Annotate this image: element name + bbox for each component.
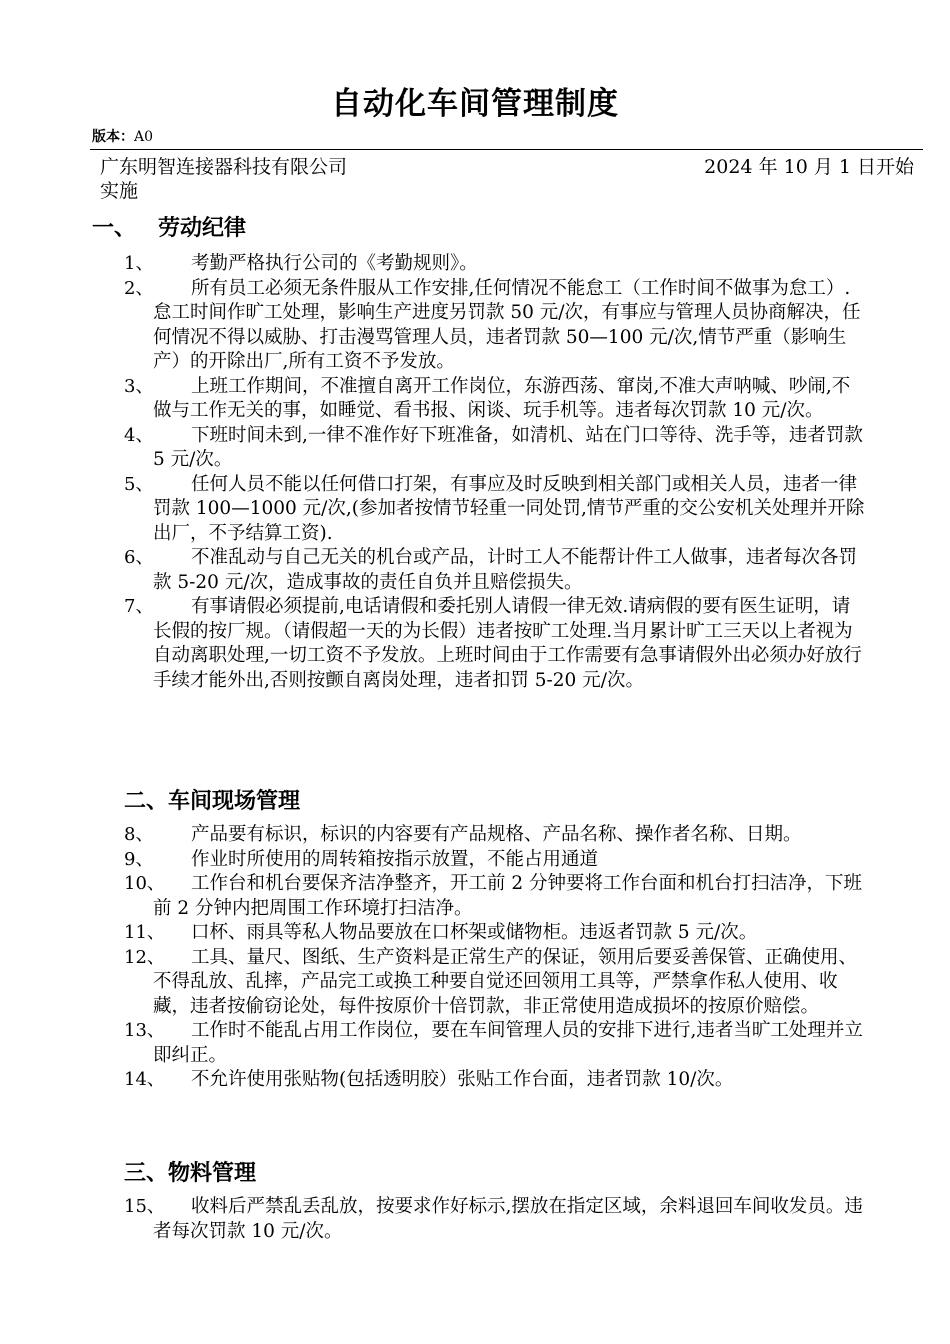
list-item bbox=[0, 473, 950, 547]
effective-suffix: 实施 bbox=[100, 180, 139, 202]
item-number: 14、 bbox=[124, 1069, 165, 1090]
item-number: 12、 bbox=[124, 946, 165, 968]
item-text: 任何人员不能以任何借口打架，有事应及时反映到相关部门或相关人员，违者一律罚款 100—1000 元/次,(参加者按情节轻重一同处罚,情节严重的交公安机关处理并开除出厂，不予结算工资). bbox=[153, 473, 865, 544]
header-divider bbox=[90, 149, 923, 150]
item-text: 不允许使用张贴物(包括透明胶）张贴工作台面，违者罚款 10/次。 bbox=[191, 1069, 734, 1090]
item-text: 口杯、雨具等私人物品要放在口杯架或储物柜。违返者罚款 5 元/次。 bbox=[191, 922, 758, 943]
list-item bbox=[0, 823, 950, 848]
item-number: 6、 bbox=[124, 547, 154, 568]
section-title-workshop-management bbox=[124, 784, 300, 815]
list-item bbox=[0, 277, 950, 375]
section-items-material-management bbox=[0, 1195, 950, 1244]
item-number: 9、 bbox=[124, 848, 154, 870]
list-item bbox=[0, 946, 950, 1020]
list-item bbox=[0, 375, 950, 424]
list-item bbox=[0, 424, 950, 473]
item-number: 7、 bbox=[124, 596, 154, 617]
item-number: 11、 bbox=[124, 922, 165, 943]
item-number: 2、 bbox=[124, 277, 154, 299]
item-text: 上班工作期间，不准擅自离开工作岗位，东游西荡、窜岗,不准大声呐喊、吵闹,不做与工作无关的事，如睡觉、看书报、闲谈、玩手机等。违者每次罚款 10 元/次。 bbox=[153, 375, 851, 421]
section-title-labor-discipline bbox=[92, 211, 246, 242]
section-heading: 物料管理 bbox=[168, 1161, 257, 1186]
version-value: A0 bbox=[134, 129, 154, 145]
version-line bbox=[92, 126, 153, 146]
section-heading: 劳动纪律 bbox=[158, 216, 247, 241]
item-number: 5、 bbox=[124, 473, 154, 495]
item-text: 不准乱动与自己无关的机台或产品，计时工人不能帮计件工人做事，违者每次各罚款 5-20 元/次，造成事故的责任自负并且赔偿损失。 bbox=[153, 547, 858, 593]
item-number: 13、 bbox=[124, 1020, 165, 1041]
item-text: 有事请假必须提前,电话请假和委托别人请假一律无效.请病假的要有医生证明，请长假的按厂规。（请假超一天的为长假）违者按旷工处理.当月累计旷工三天以上者视为自动离职处理,一切工资不予发放。上班时间由于工作需要有急事请假外出必须办好放行手续才能外出,否则按颤自离岗处理，违者扣罚 5-20 元/次。 bbox=[153, 596, 862, 691]
version-label: 版本： bbox=[92, 129, 134, 145]
list-item bbox=[0, 546, 950, 595]
list-item bbox=[0, 1195, 950, 1244]
item-text: 工作台和机台要保齐洁净整齐，开工前 2 分钟要将工作台面和机台打扫洁净，下班前 2 分钟内把周围工作环境打扫洁净。 bbox=[153, 873, 863, 919]
item-text: 工具、量尺、图纸、生产资料是正常生产的保证，领用后要妥善保管、正确使用、不得乱放、乱摔，产品完工或换工种要自觉还回领用工具等，严禁拿作私人使用、收藏，违者按偷窃论处，每件按原价十倍罚款，非正常使用造成损坏的按原价赔偿。 bbox=[153, 946, 858, 1017]
item-number: 3、 bbox=[124, 375, 154, 397]
section-number: 一、 bbox=[92, 216, 137, 241]
item-number: 8、 bbox=[124, 824, 154, 845]
item-text: 考勤严格执行公司的《考勤规则》。 bbox=[191, 253, 478, 274]
list-item bbox=[0, 921, 950, 946]
item-text: 作业时所使用的周转箱按指示放置，不能占用通道 bbox=[191, 848, 599, 870]
item-text: 所有员工必须无条件服从工作安排,任何情况不能怠工（工作时间不做事为怠工）.怠工时间作旷工处理，影响生产进度另罚款 50 元/次，有事应与管理人员协商解决，任何情况不得以威胁、打击漫骂管理人员，违者罚款 50—100 元/次,情节严重（影响生产）的开除出厂,所有工资不予发放。 bbox=[153, 277, 861, 372]
list-item bbox=[0, 1019, 950, 1068]
section-items-workshop-management bbox=[0, 823, 950, 1093]
list-item bbox=[0, 595, 950, 693]
document-title: 自动化车间管理制度 bbox=[331, 86, 619, 122]
section-heading: 车间现场管理 bbox=[168, 789, 301, 814]
effective-date: 2024 年 10 月 1 日开始 bbox=[704, 156, 914, 178]
section-number: 二、 bbox=[124, 789, 169, 814]
item-number: 10、 bbox=[124, 873, 165, 894]
item-text: 工作时不能乱占用工作岗位，要在车间管理人员的安排下进行,违者当旷工处理并立即纠正。 bbox=[153, 1020, 863, 1066]
item-text: 下班时间未到,一律不准作好下班准备，如清机、站在门口等待、洗手等，违者罚款 5 元/次。 bbox=[153, 424, 863, 470]
item-number: 4、 bbox=[124, 424, 154, 446]
list-item bbox=[0, 872, 950, 921]
item-number: 15、 bbox=[124, 1196, 165, 1217]
list-item bbox=[0, 848, 950, 873]
list-item bbox=[0, 1068, 950, 1093]
item-text: 收料后严禁乱丢乱放，按要求作好标示,摆放在指定区域，余料退回车间收发员。违者每次罚款 10 元/次。 bbox=[153, 1196, 863, 1242]
company-name: 广东明智连接器科技有限公司 bbox=[100, 156, 348, 178]
section-number: 三、 bbox=[124, 1161, 169, 1186]
section-title-material-management bbox=[124, 1156, 256, 1187]
item-text: 产品要有标识，标识的内容要有产品规格、产品名称、操作者名称、日期。 bbox=[191, 824, 802, 845]
section-items-labor-discipline bbox=[0, 252, 950, 693]
list-item bbox=[0, 252, 950, 277]
item-number: 1、 bbox=[124, 253, 154, 274]
